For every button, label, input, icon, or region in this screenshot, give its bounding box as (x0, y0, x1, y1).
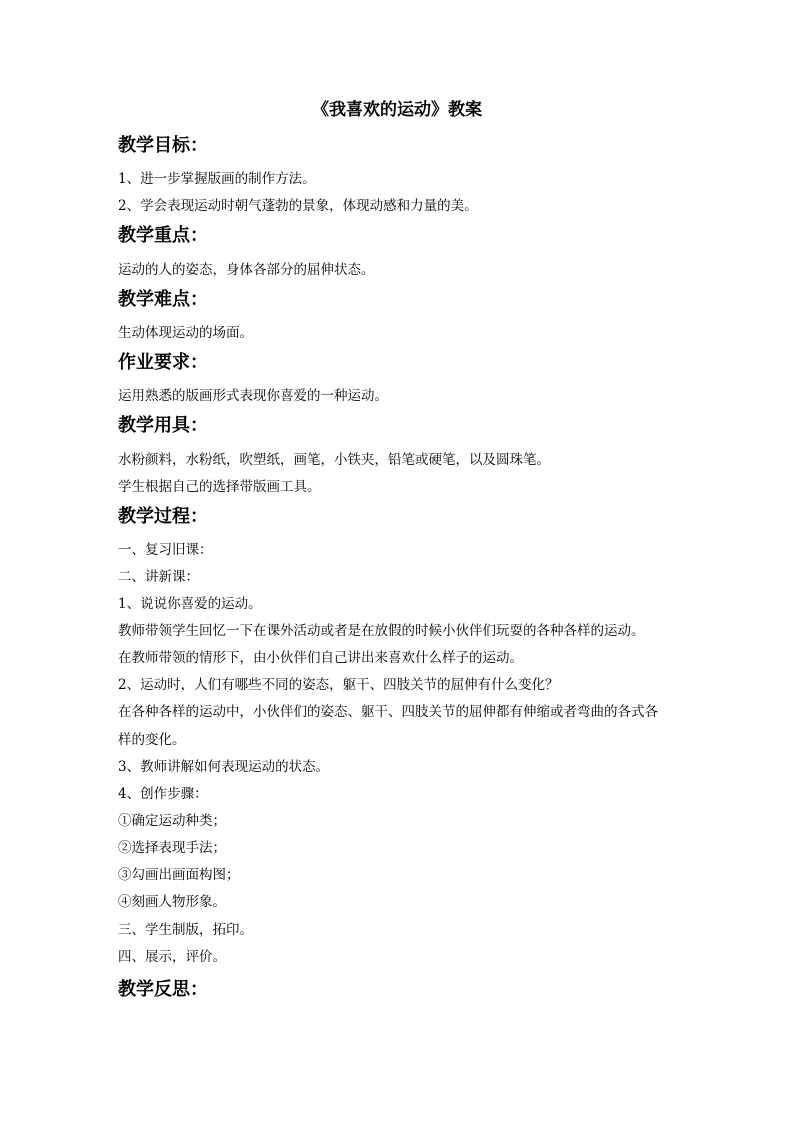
heading-process: 教学过程： (118, 506, 208, 527)
tools-item: 水粉颜料，水粉纸，吹塑纸，画笔，小铁夹，铅笔或硬笔，以及圆珠笔。 (118, 452, 550, 468)
process-item: 3、教师讲解如何表现运动的状态。 (118, 759, 330, 775)
process-item: 二、讲新课： (118, 569, 199, 585)
process-item: ①确定运动种类； (118, 813, 226, 829)
heading-homework: 作业要求： (118, 352, 208, 373)
heading-tools: 教学用具： (118, 415, 208, 436)
heading-key-points: 教学重点： (118, 225, 208, 246)
objective-item: 1、进一步掌握版画的制作方法。 (118, 171, 316, 187)
heading-difficulties: 教学难点： (118, 289, 208, 310)
process-item: ②选择表现手法； (118, 840, 226, 856)
tools-item: 学生根据自己的选择带版画工具。 (118, 479, 321, 495)
difficulty-item: 生动体现运动的场面。 (118, 325, 253, 341)
process-item: 在教师带领的情形下，由小伙伴们自己讲出来喜欢什么样子的运动。 (118, 650, 523, 666)
homework-item: 运用熟悉的版画形式表现你喜爱的一种运动。 (118, 388, 388, 404)
process-item: 一、复习旧课： (118, 542, 213, 558)
process-item: 2、运动时，人们有哪些不同的姿态，躯干、四肢关节的屈伸有什么变化？ (118, 677, 559, 693)
process-item: 四、展示，评价。 (118, 949, 226, 965)
objective-item: 2、学会表现运动时朝气蓬勃的景象，体现动感和力量的美。 (118, 198, 478, 214)
process-item: ③勾画出画面构图； (118, 867, 240, 883)
process-item: 三、学生制版，拓印。 (118, 922, 253, 938)
heading-objectives: 教学目标： (118, 135, 208, 156)
key-point-item: 运动的人的姿态，身体各部分的屈伸状态。 (118, 262, 375, 278)
process-item: 4、创作步骤： (118, 786, 208, 802)
document-title: 《我喜欢的运动》教案 (312, 100, 482, 120)
process-item: ④刻画人物形象。 (118, 894, 226, 910)
process-item: 样的变化。 (118, 732, 186, 748)
process-item: 教师带领学生回忆一下在课外活动或者是在放假的时候小伙伴们玩耍的各种各样的运动。 (118, 623, 645, 639)
heading-reflection: 教学反思： (118, 979, 208, 1000)
process-item: 在各种各样的运动中，小伙伴们的姿态、躯干、四肢关节的屈伸都有伸缩或者弯曲的各式各 (118, 704, 658, 720)
process-item: 1、说说你喜爱的运动。 (118, 596, 262, 612)
